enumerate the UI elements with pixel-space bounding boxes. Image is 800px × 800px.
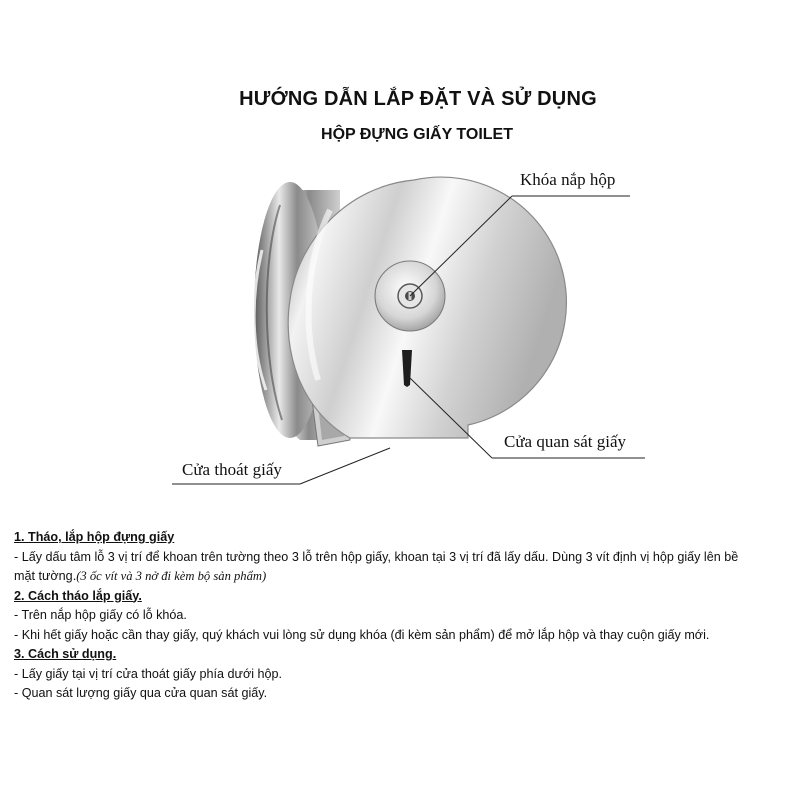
callout-lid-lock: Khóa nắp hộp: [520, 170, 616, 189]
document-subtitle: HỘP ĐỰNG GIẤY TOILET: [321, 126, 513, 143]
section-1-line-2-text: mặt tường.: [14, 569, 77, 583]
section-1-line-1: - Lấy dấu tâm lỗ 3 vị trí để khoan trên tường theo 3 lỗ trên hộp giấy, khoan tại 3 vị trí đã lấy dấu. Dùng 3 vít định vị hộp giấy lên bề: [14, 549, 739, 564]
document-title: HƯỚNG DẪN LẮP ĐẶT VÀ SỬ DỤNG: [239, 88, 597, 110]
section-3-line-2: - Quan sát lượng giấy qua cửa quan sát giấy.: [14, 686, 268, 700]
section-2-heading: 2. Cách tháo lắp giấy.: [14, 588, 142, 603]
section-3-line-1: - Lấy giấy tại vị trí cửa thoát giấy phía dưới hộp.: [14, 666, 283, 681]
section-2-line-2: - Khi hết giấy hoặc cần thay giấy, quý khách vui lòng sử dụng khóa (đi kèm sản phẩm) để mở lắp hộp và thay cuộn giấy mới.: [14, 627, 710, 642]
section-3-heading: 3. Cách sử dụng.: [14, 647, 117, 661]
section-1-note: (3 ốc vít và 3 nở đi kèm bộ sản phẩm): [76, 569, 267, 583]
section-1-heading: 1. Tháo, lắp hộp đựng giấy: [14, 530, 175, 544]
callout-viewing-window: Cửa quan sát giấy: [504, 432, 627, 451]
section-1-line-2: [14, 567, 794, 587]
section-2-line-1: - Trên nắp hộp giấy có lỗ khóa.: [14, 608, 187, 622]
callout-paper-outlet: Cửa thoát giấy: [182, 460, 282, 479]
instructions: [14, 528, 794, 704]
